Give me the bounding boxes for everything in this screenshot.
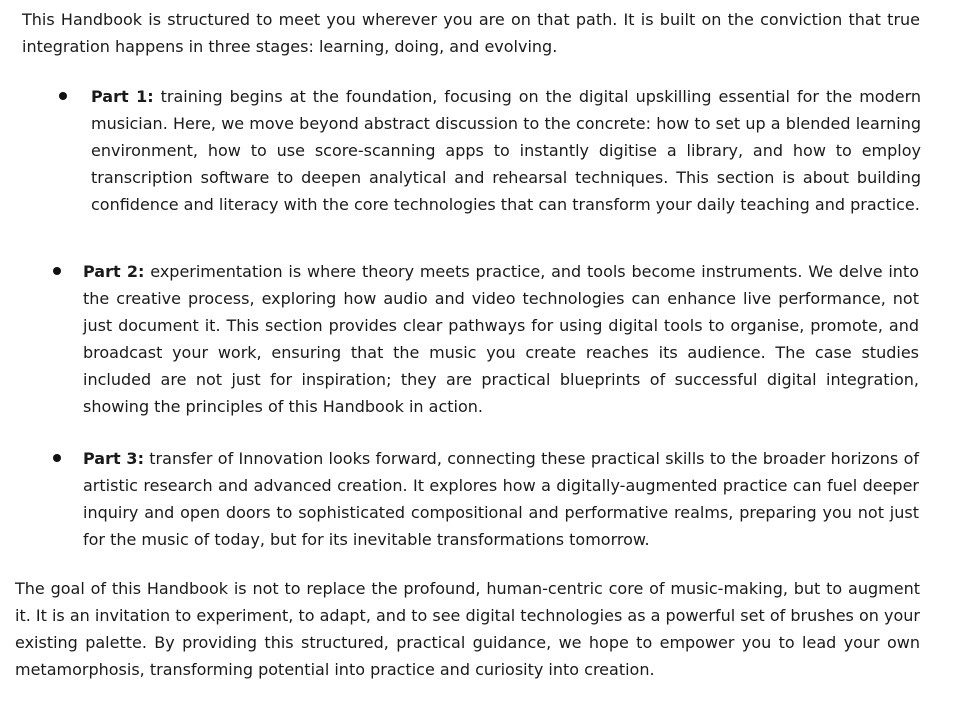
bullet-label: Part 3:	[83, 449, 144, 468]
outro-paragraph: The goal of this Handbook is not to replace the profound, human-centric core of music-making, but to augment it. It is an invitation to experiment, to adapt, and to see digital technologies as a powerful set of brushes on your existing palette. By providing this structured, practical guidance, we hope to empower you to lead your own metamorphosis, transforming potential into practice and curiosity into creation.	[15, 579, 920, 679]
bullet-dot-icon	[53, 267, 61, 275]
bullet-label: Part 1:	[91, 87, 154, 106]
bullet-body: transfer of Innovation looks forward, connecting these practical skills to the broader horizons of artistic research and advanced creation. It explores how a digitally-augmented practice can fuel deeper inquiry and open doors to sophisticated compositional and performative realms, preparing you not just for the music of today, but for its inevitable transformations tomorrow.	[83, 449, 920, 549]
bullet-item-part-1	[91, 83, 921, 218]
bullet-dot-icon	[59, 92, 67, 100]
bullet-item-part-3	[83, 445, 919, 553]
bullet-label: Part 2:	[83, 262, 145, 281]
intro-paragraph: This Handbook is structured to meet you wherever you are on that path. It is built on the conviction that true integration happens in three stages: learning, doing, and evolving.	[22, 10, 920, 56]
bullet-dot-icon	[53, 454, 61, 462]
bullet-body: training begins at the foundation, focusing on the digital upskilling essential for the modern musician. Here, we move beyond abstract discussion to the concrete: how to set up a blended learning environment, how to use score-scanning apps to instantly digitise a library, and how to employ transcription software to deepen analytical and rehearsal techniques. This section is about building confidence and literacy with the core technologies that can transform your daily teaching and practice.	[91, 87, 922, 214]
bullet-body: experimentation is where theory meets practice, and tools become instruments. We delve into the creative process, exploring how audio and video technologies can enhance live performance, not just document it. This section provides clear pathways for using digital tools to organise, promote, and broadcast your work, ensuring that the music you create reaches its audience. The case studies included are not just for inspiration; they are practical blueprints of successful digital integration, showing the principles of this Handbook in action.	[83, 262, 919, 416]
bullet-item-part-2	[83, 258, 919, 420]
